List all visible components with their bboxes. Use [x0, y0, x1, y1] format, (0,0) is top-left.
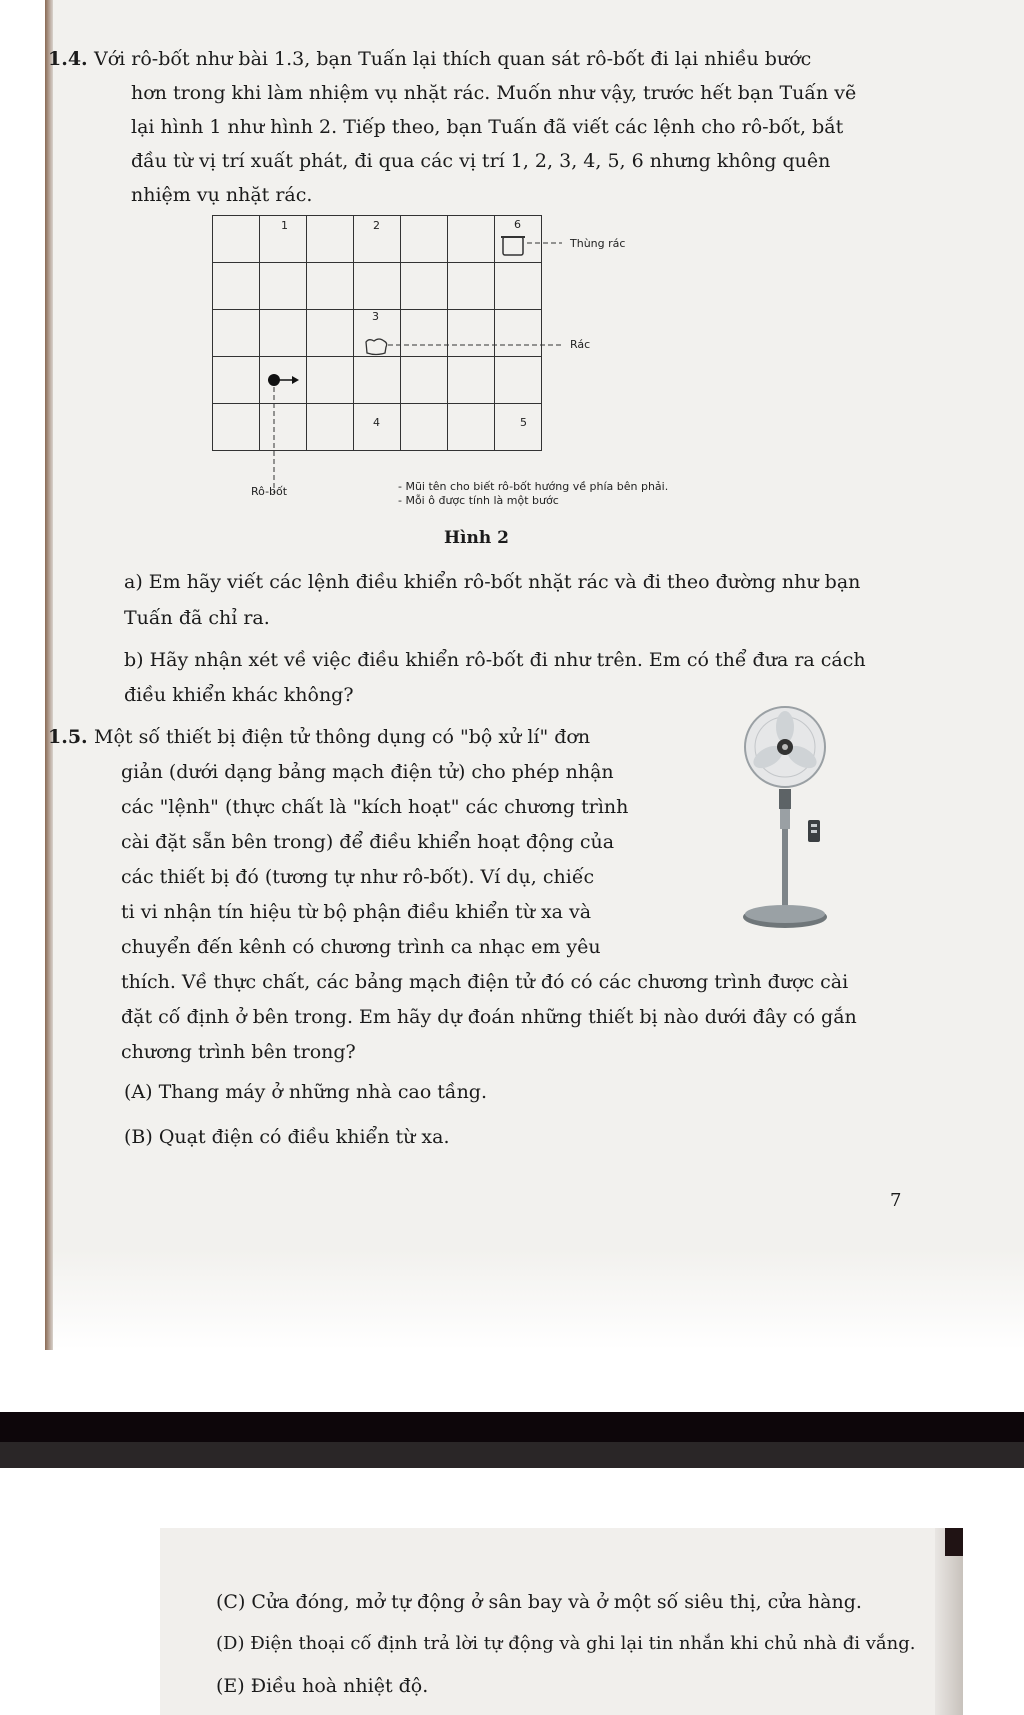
q14-part-b-line-2: điều khiển khác không? [124, 684, 354, 706]
q15-line-5: các thiết bị đó (tương tự như rô-bốt). Ví dụ, chiếc [121, 866, 595, 888]
page-bottom-edge-top [945, 1528, 963, 1556]
option-d: (D) Điện thoại cố định trả lời tự động và ghi lại tin nhắn khi chủ nhà đi vắng. [216, 1633, 916, 1654]
trash-bin-icon [501, 237, 525, 255]
q15-line-1: Một số thiết bị điện tử thông dụng có "bộ xử lí" đơn [94, 726, 591, 748]
q15-line-8: thích. Về thực chất, các bảng mạch điện tử đó có các chương trình được cài [121, 971, 849, 993]
q14-part-a-line-1: a) Em hãy viết các lệnh điều khiển rô-bốt nhặt rác và đi theo đường như bạn [124, 571, 861, 593]
trash-label: Rác [570, 338, 591, 351]
figure-note-1: - Mũi tên cho biết rô-bốt hướng về phía bên phải. [398, 480, 669, 493]
robot-icon [268, 374, 299, 386]
q14-line-3: lại hình 1 như hình 2. Tiếp theo, bạn Tuấn đã viết các lệnh cho rô-bốt, bắt [131, 116, 844, 138]
book-binding-edge [45, 0, 53, 1350]
trash-icon [366, 339, 387, 355]
position-3-label: 3 [372, 310, 379, 323]
bin-label: Thùng rác [570, 237, 626, 250]
robot-label: Rô-bốt [251, 485, 288, 498]
q14-line-2: hơn trong khi làm nhiệm vụ nhặt rác. Muốn như vậy, trước hết bạn Tuấn vẽ [131, 82, 857, 104]
q14-line-5: nhiệm vụ nhặt rác. [131, 184, 313, 206]
q15-line-2: giản (dưới dạng bảng mạch điện tử) cho phép nhận [121, 761, 614, 783]
page-bottom-edge [935, 1528, 963, 1715]
q15-line-10: chương trình bên trong? [121, 1041, 356, 1063]
figure-note-2: - Mỗi ô được tính là một bước [398, 494, 559, 507]
option-c: (C) Cửa đóng, mở tự động ở sân bay và ở một số siêu thị, cửa hàng. [216, 1591, 862, 1613]
q15-line-6: ti vi nhận tín hiệu từ bộ phận điều khiển từ xa và [121, 901, 592, 923]
position-2-label: 2 [373, 219, 380, 232]
grid-overlay [212, 215, 672, 495]
position-4-label: 4 [373, 416, 380, 429]
q15-line-9: đặt cố định ở bên trong. Em hãy dự đoán những thiết bị nào dưới đây có gắn [121, 1006, 857, 1028]
q15-line-4: cài đặt sẵn bên trong) để điều khiển hoạt động của [121, 831, 615, 853]
position-5-label: 5 [520, 416, 527, 429]
position-1-label: 1 [281, 219, 288, 232]
dark-divider-band-lower [0, 1442, 1024, 1468]
q15-line-7: chuyển đến kênh có chương trình ca nhạc em yêu [121, 936, 601, 958]
electric-fan-icon [740, 705, 830, 935]
q14-part-b-line-1: b) Hãy nhận xét về việc điều khiển rô-bốt đi như trên. Em có thể đưa ra cách [124, 649, 866, 671]
position-6-label: 6 [514, 218, 521, 231]
question-number-1-4: 1.4. [48, 48, 88, 70]
page-number: 7 [890, 1190, 902, 1211]
option-a: (A) Thang máy ở những nhà cao tầng. [124, 1081, 488, 1103]
q14-line-1: Với rô-bốt như bài 1.3, bạn Tuấn lại thích quan sát rô-bốt đi lại nhiều bước [94, 48, 812, 70]
q15-line-3: các "lệnh" (thực chất là "kích hoạt" các chương trình [121, 796, 629, 818]
figure-caption: Hình 2 [444, 528, 509, 548]
page-shadow [45, 1250, 1024, 1350]
q14-line-4: đầu từ vị trí xuất phát, đi qua các vị trí 1, 2, 3, 4, 5, 6 nhưng không quên [131, 150, 831, 172]
option-e: (E) Điều hoà nhiệt độ. [216, 1675, 429, 1697]
q14-part-a-line-2: Tuấn đã chỉ ra. [124, 607, 270, 629]
option-b: (B) Quạt điện có điều khiển từ xa. [124, 1126, 450, 1148]
robot-arrow-icon [292, 376, 299, 384]
question-number-1-5: 1.5. [48, 726, 88, 748]
